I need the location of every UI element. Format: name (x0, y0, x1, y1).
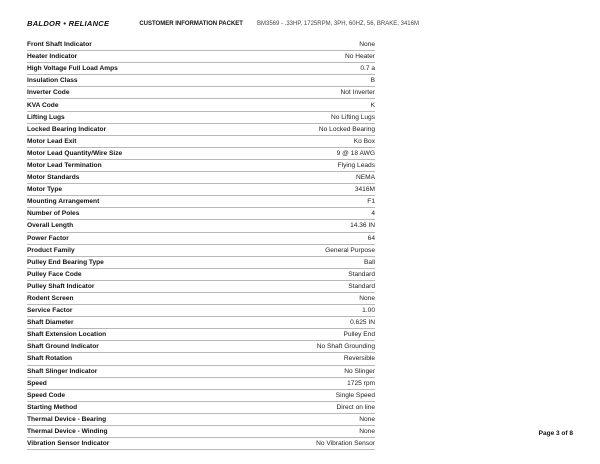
spec-label: Mounting Arrangement (27, 198, 100, 206)
spec-row (27, 220, 375, 232)
spec-value: 0.625 IN (350, 319, 375, 327)
spec-value: Single Speed (335, 391, 375, 399)
spec-value: No Locked Bearing (318, 125, 375, 133)
spec-label: High Voltage Full Load Amps (27, 65, 118, 73)
spec-value: 4 (371, 210, 375, 218)
spec-label: Service Factor (27, 307, 73, 315)
spec-row (27, 366, 375, 378)
spec-row (27, 172, 375, 184)
spec-value: General Purpose (325, 246, 375, 254)
spec-label: Insulation Class (27, 77, 78, 85)
spec-row (27, 269, 375, 281)
spec-row (27, 305, 375, 317)
page-header (27, 19, 419, 28)
spec-row (27, 353, 375, 365)
spec-value: 14.36 IN (350, 222, 375, 230)
spec-row (27, 414, 375, 426)
spec-row (27, 75, 375, 87)
spec-row (27, 184, 375, 196)
spec-value: None (359, 295, 375, 303)
spec-row (27, 317, 375, 329)
spec-row (27, 87, 375, 99)
spec-value: Reversible (343, 355, 375, 363)
spec-value: K (370, 101, 375, 109)
spec-row (27, 281, 375, 293)
spec-label: Power Factor (27, 234, 69, 242)
spec-label: Motor Lead Quantity/Wire Size (27, 149, 123, 157)
spec-label: Motor Lead Exit (27, 137, 77, 145)
spec-row (27, 402, 375, 414)
spec-row (27, 341, 375, 353)
page-number: Page 3 of 8 (538, 430, 573, 437)
spec-label: Shaft Ground Indicator (27, 343, 99, 351)
spec-value: No Heater (344, 53, 375, 61)
spec-value: Direct on line (336, 403, 375, 411)
spec-value: 0.7 a (360, 65, 375, 73)
spec-label: Front Shaft Indicator (27, 41, 92, 49)
spec-row (27, 208, 375, 220)
spec-label: Shaft Diameter (27, 319, 74, 327)
spec-row (27, 112, 375, 124)
spec-value: 1725 rpm (347, 379, 375, 387)
spec-label: Overall Length (27, 222, 74, 230)
spec-value: None (359, 428, 375, 436)
spec-row (27, 257, 375, 269)
spec-label: Thermal Device - Winding (27, 428, 108, 436)
spec-value: No Vibration Sensor (316, 440, 375, 448)
spec-value: None (359, 41, 375, 49)
spec-value: 1.00 (362, 307, 375, 315)
spec-value: Ko Box (353, 137, 375, 145)
spec-label: Motor Standards (27, 174, 80, 182)
spec-value: NEMA (355, 174, 375, 182)
spec-value: No Lifting Lugs (331, 113, 375, 121)
spec-label: Speed Code (27, 391, 66, 399)
spec-label: Shaft Slinger Indicator (27, 367, 98, 375)
spec-row (27, 136, 375, 148)
spec-row (27, 51, 375, 63)
spec-label: Pulley Shaft Indicator (27, 282, 95, 290)
spec-row (27, 39, 375, 51)
spec-label: Number of Poles (27, 210, 80, 218)
spec-row (27, 148, 375, 160)
spec-label: Thermal Device - Bearing (27, 415, 107, 423)
spec-label: Shaft Rotation (27, 355, 73, 363)
spec-value: 3416M (354, 186, 375, 194)
document-title: CUSTOMER INFORMATION PACKET (139, 20, 243, 27)
spec-value: 64 (367, 234, 375, 242)
spec-label: Locked Bearing Indicator (27, 125, 107, 133)
spec-row (27, 196, 375, 208)
spec-value: None (359, 415, 375, 423)
spec-value: Pulley End (343, 331, 375, 339)
spec-row (27, 124, 375, 136)
spec-value: Standard (348, 282, 375, 290)
spec-value: No Shaft Grounding (316, 343, 375, 351)
spec-label: Heater Indicator (27, 53, 78, 61)
spec-label: Pulley End Bearing Type (27, 258, 104, 266)
spec-label: Inverter Code (27, 89, 70, 97)
spec-label: Rodent Screen (27, 295, 74, 303)
spec-label: Shaft Extension Location (27, 331, 107, 339)
brand-logo: BALDOR • RELIANCE (27, 19, 110, 28)
spec-row (27, 245, 375, 257)
spec-row (27, 160, 375, 172)
spec-row (27, 438, 375, 450)
spec-label: Pulley Face Code (27, 270, 82, 278)
spec-row (27, 233, 375, 245)
spec-label: Motor Lead Termination (27, 161, 102, 169)
spec-row (27, 426, 375, 438)
spec-row (27, 378, 375, 390)
spec-label: KVA Code (27, 101, 59, 109)
spec-label: Lifting Lugs (27, 113, 65, 121)
spec-row (27, 390, 375, 402)
spec-row (27, 329, 375, 341)
spec-row (27, 63, 375, 75)
spec-label: Vibration Sensor Indicator (27, 440, 110, 448)
spec-value: Flying Leads (337, 161, 375, 169)
motor-description: BM3569 - .33HP, 1725RPM, 3PH, 60HZ, 56, BRAKE, 3416M (256, 20, 419, 27)
spec-value: Standard (348, 270, 375, 278)
spec-value: 9 @ 18 AWG (336, 149, 375, 157)
spec-label: Motor Type (27, 186, 63, 194)
spec-label: Starting Method (27, 403, 78, 411)
spec-table (27, 39, 375, 450)
spec-row (27, 293, 375, 305)
spec-value: Not Inverter (340, 89, 375, 97)
spec-label: Speed (27, 379, 47, 387)
spec-value: Ball (364, 258, 375, 266)
spec-value: No Slinger (344, 367, 375, 375)
spec-label: Product Family (27, 246, 75, 254)
spec-row (27, 99, 375, 111)
spec-value: B (370, 77, 375, 85)
spec-value: F1 (367, 198, 375, 206)
